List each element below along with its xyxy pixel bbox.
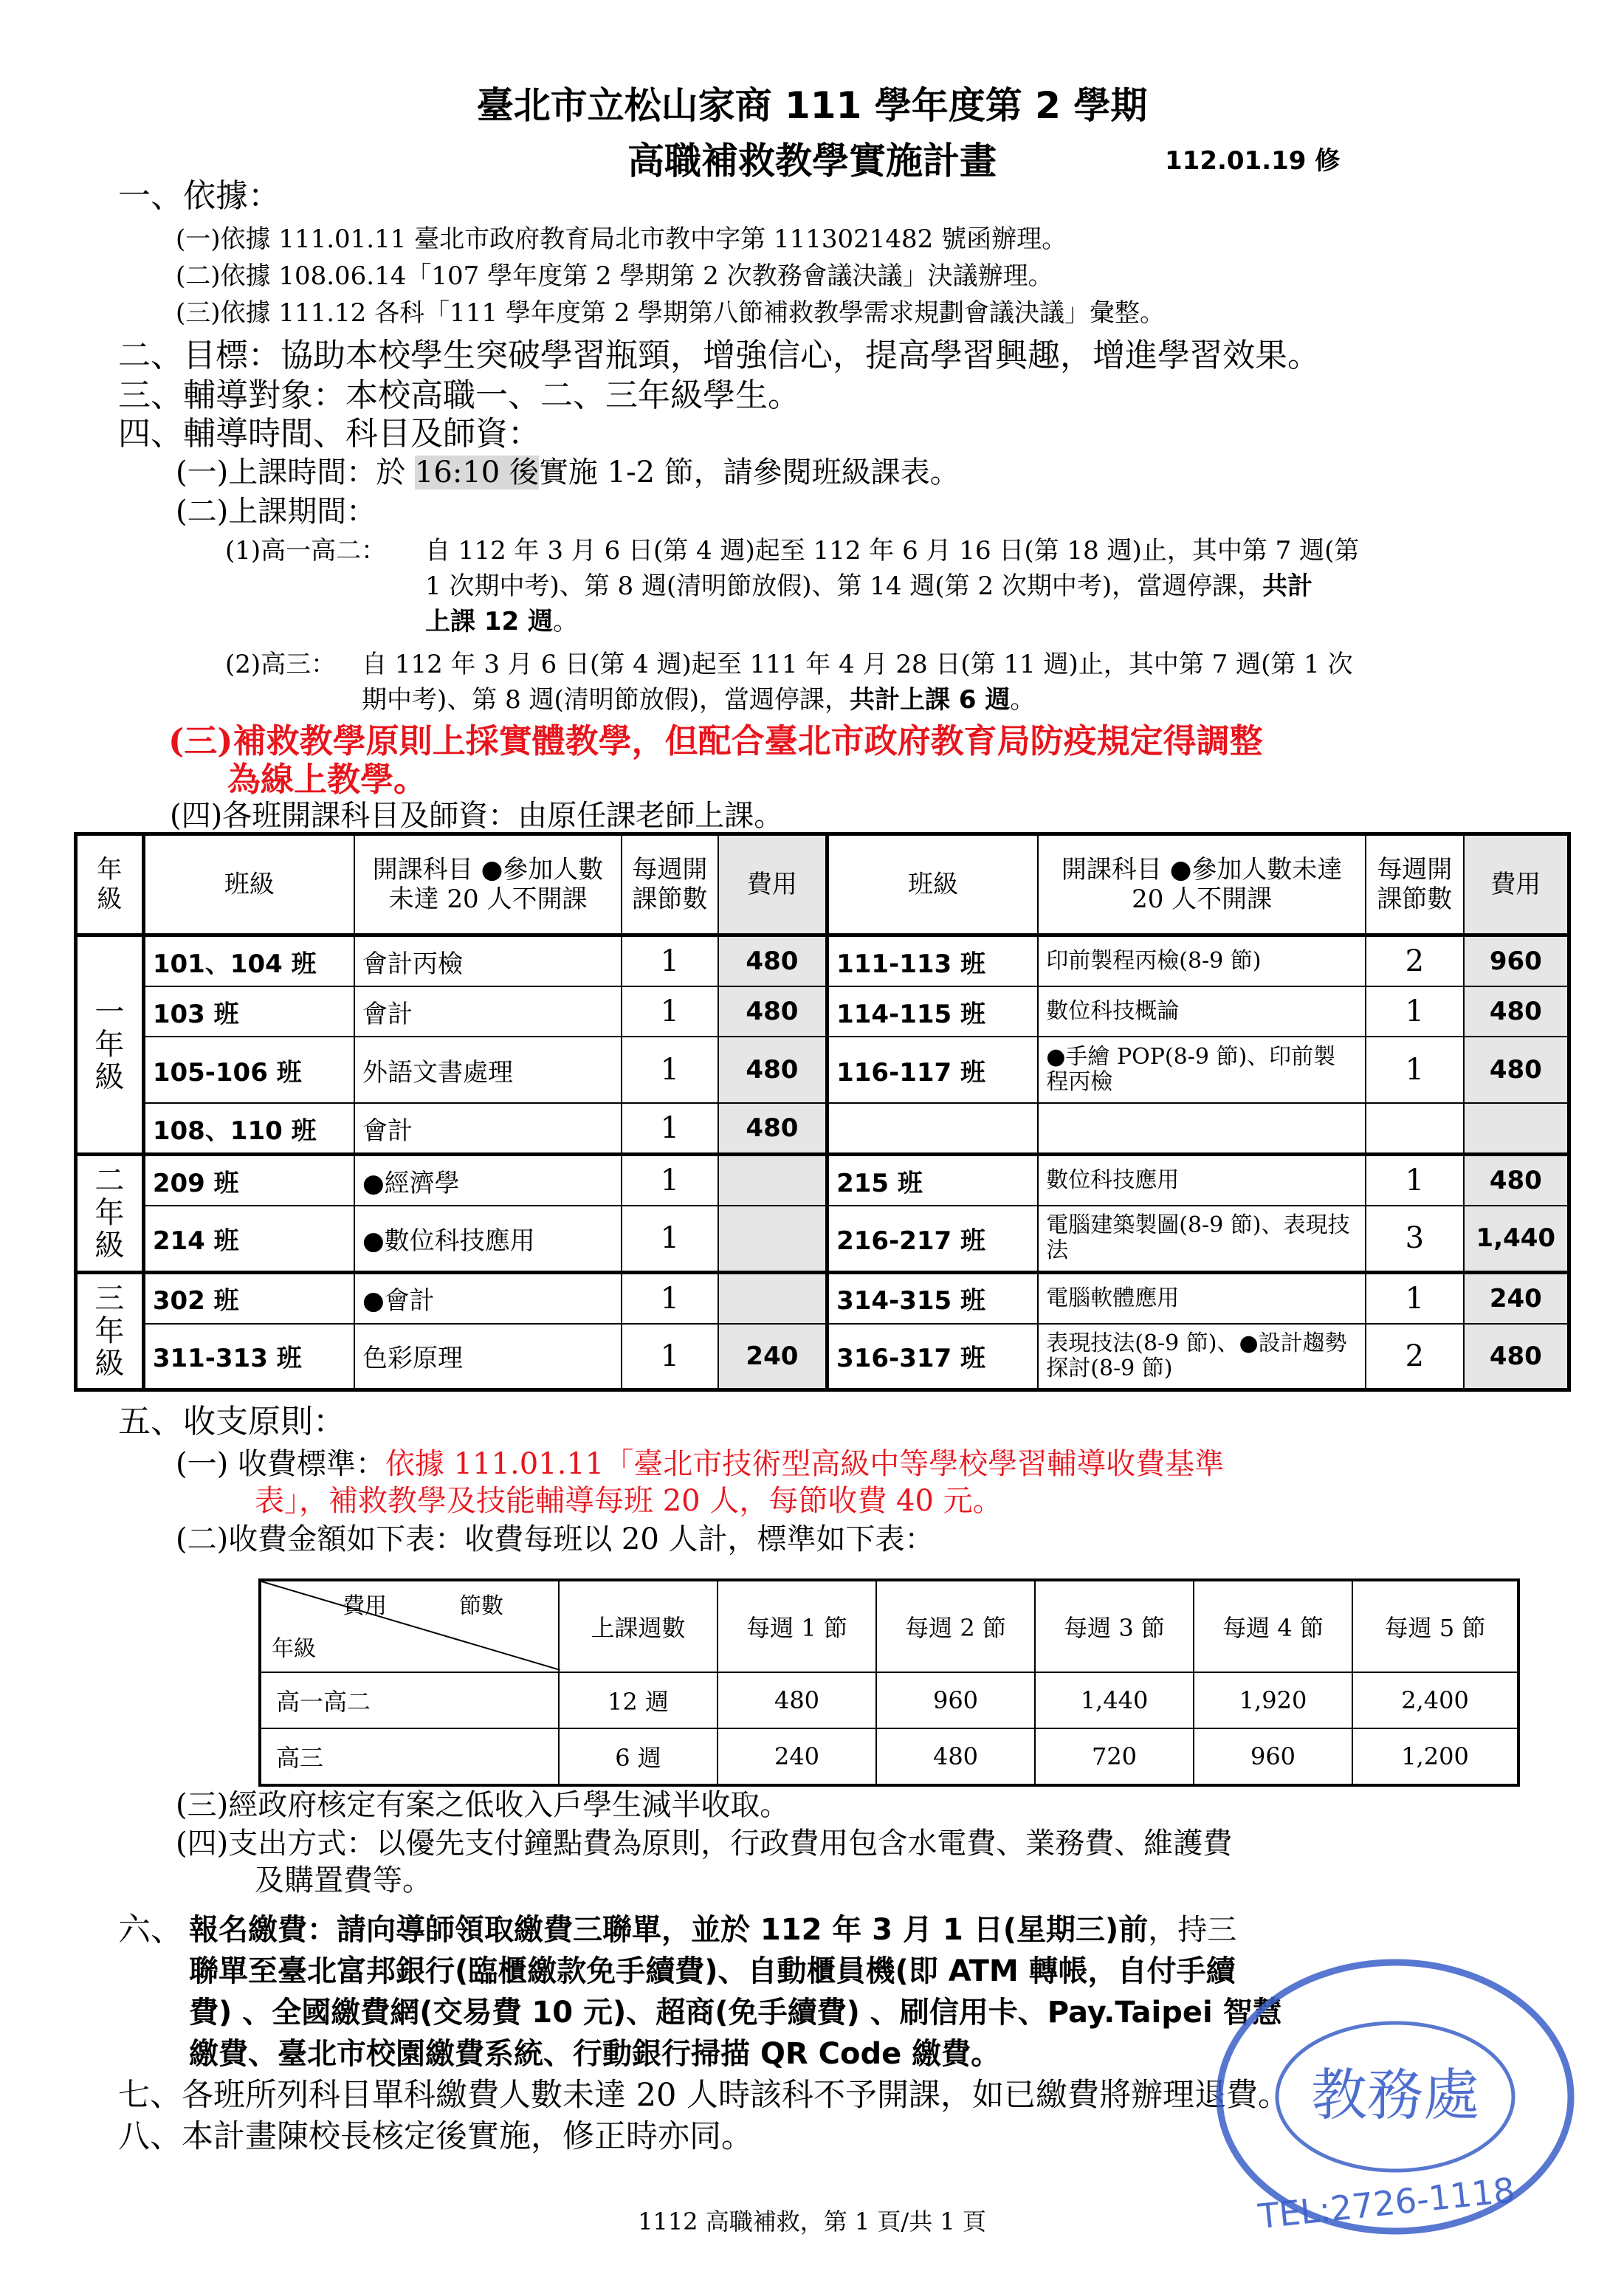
table-cell: 外語文書處理 — [354, 1037, 622, 1103]
table-cell: 表現技法(8-9 節)、●設計趨勢探討(8-9 節) — [1038, 1324, 1366, 1390]
fee-standard-line1: (一) 收費標準：依據 111.01.11「臺北市技術型高級中等學校學習輔導收費基準 — [176, 1447, 1225, 1481]
fee-table — [258, 1578, 1520, 1787]
section-2-goal: 二、目標：協助本校學生突破學習瓶頸，增強信心，提高學習興趣，增進學習效果。 — [118, 337, 1320, 374]
stamp-title: 教務處 — [1311, 2062, 1479, 2128]
table-cell — [718, 1155, 828, 1206]
table-cell: ●手繪 POP(8-9 節)、印前製程丙檢 — [1038, 1037, 1366, 1103]
header-fee: 費用 — [718, 834, 828, 935]
online-teaching-notice-2: 為線上教學。 — [227, 760, 427, 799]
class-time: (一)上課時間：於 16:10 後實施 1-2 節，請參閱班級課表。 — [176, 456, 960, 489]
table-cell — [1366, 1103, 1464, 1155]
period-2-label: (2)高三： — [225, 650, 337, 679]
table-cell: 960 — [1464, 935, 1569, 987]
section-5-heading: 五、收支原則： — [118, 1403, 345, 1440]
stamp-graphic — [1203, 1957, 1587, 2252]
table-cell: 會計丙檢 — [354, 935, 622, 987]
fee-row-label: 高一高二 — [260, 1672, 559, 1728]
fee-cell: 6 週 — [559, 1728, 718, 1785]
basis-item-1: (一)依據 111.01.11 臺北市政府教育局北市教中字第 1113021482 號函辦理。 — [176, 224, 1067, 254]
period-1-line3: 上課 12 週。 — [425, 607, 578, 636]
table-cell: 480 — [718, 986, 828, 1037]
table-cell: 480 — [1464, 1037, 1569, 1103]
table-cell: 1 — [1366, 1155, 1464, 1206]
table-cell: 1 — [622, 1037, 718, 1103]
period-1-line1: 自 112 年 3 月 6 日(第 4 週)起至 112 年 6 月 16 日(第 18 週)止，其中第 7 週(第 — [425, 536, 1360, 566]
table-cell: 105-106 班 — [143, 1037, 354, 1103]
table-cell: 480 — [1464, 986, 1569, 1037]
table-cell: 101、104 班 — [143, 935, 354, 987]
corner-fee-label: 費用 — [343, 1593, 387, 1619]
registration-line3: 費) 、全國繳費網(交易費 10 元)、超商(免手續費) 、刷信用卡、Pay.Taipei 智慧 — [189, 1996, 1282, 2030]
table-cell: 1 — [622, 1206, 718, 1272]
grade-2: 二年級 — [76, 1155, 144, 1273]
fee-cell: 1,920 — [1194, 1672, 1352, 1728]
table-cell: 數位科技應用 — [1038, 1155, 1366, 1206]
fee-header: 上課週數 — [559, 1580, 718, 1672]
table-cell — [718, 1206, 828, 1272]
header-class-2: 班級 — [828, 834, 1039, 935]
table-cell: 1 — [622, 1272, 718, 1324]
page-title: 臺北市立松山家商 111 學年度第 2 學期 — [476, 84, 1148, 127]
section-8-approval: 八、本計畫陳校長核定後實施，修正時亦同。 — [118, 2118, 753, 2155]
table-cell: 會計 — [354, 986, 622, 1037]
section-3-target: 三、輔導對象：本校高職一、二、三年級學生。 — [118, 377, 800, 414]
page-subtitle: 高職補救教學實施計畫 — [627, 140, 997, 182]
fee-header: 每週 5 節 — [1352, 1580, 1518, 1672]
basis-item-3: (三)依據 111.12 各科「111 學年度第 2 學期第八節補救教學需求規劃會議決議」彙整。 — [176, 298, 1166, 328]
fee-cell: 240 — [718, 1728, 876, 1785]
fee-row-label: 高三 — [260, 1728, 559, 1785]
table-cell: 色彩原理 — [354, 1324, 622, 1390]
course-table — [74, 832, 1571, 1392]
corner-grade-label: 年級 — [272, 1636, 316, 1662]
fee-cell: 720 — [1035, 1728, 1194, 1785]
table-cell: 480 — [718, 1037, 828, 1103]
table-cell: 216-217 班 — [828, 1206, 1039, 1272]
table-cell: 103 班 — [143, 986, 354, 1037]
table-cell: 1 — [622, 935, 718, 987]
table-cell: 2 — [1366, 1324, 1464, 1390]
academic-affairs-stamp — [1203, 1957, 1587, 2252]
fee-header: 每週 2 節 — [876, 1580, 1035, 1672]
table-cell: 印前製程丙檢(8-9 節) — [1038, 935, 1366, 987]
table-cell: 209 班 — [143, 1155, 354, 1206]
table-cell — [1464, 1103, 1569, 1155]
class-time-highlight: 16:10 後 — [414, 456, 539, 489]
table-cell — [828, 1103, 1039, 1155]
table-cell: ●會計 — [354, 1272, 622, 1324]
stamp-tel: TEL:2726-1118 — [1256, 2169, 1517, 2237]
grade-3: 三年級 — [76, 1272, 144, 1390]
table-cell: 215 班 — [828, 1155, 1039, 1206]
table-cell: ●數位科技應用 — [354, 1206, 622, 1272]
fee-cell: 1,440 — [1035, 1672, 1194, 1728]
period-2-line1: 自 112 年 3 月 6 日(第 4 週)起至 111 年 4 月 28 日(第 11 週)止，其中第 7 週(第 1 次 — [362, 650, 1353, 679]
table-cell: 2 — [1366, 935, 1464, 987]
table-cell: 電腦建築製圖(8-9 節)、表現技法 — [1038, 1206, 1366, 1272]
table-cell: 116-117 班 — [828, 1037, 1039, 1103]
fee-cell: 480 — [876, 1728, 1035, 1785]
table-cell: ●經濟學 — [354, 1155, 622, 1206]
fee-amount-heading: (二)收費金額如下表：收費每班以 20 人計，標準如下表： — [176, 1522, 935, 1556]
table-cell: 1 — [1366, 1272, 1464, 1324]
basis-item-2: (二)依據 108.06.14「107 學年度第 2 學期第 2 次教務會議決議」決議辦理。 — [176, 261, 1053, 291]
table-cell: 1 — [622, 1103, 718, 1155]
fee-header: 每週 1 節 — [718, 1580, 876, 1672]
section-7-refund: 七、各班所列科目單科繳費人數未達 20 人時該科不予開課，如已繳費將辦理退費。 — [118, 2077, 1290, 2114]
table-cell: 311-313 班 — [143, 1324, 354, 1390]
table-cell: 480 — [718, 935, 828, 987]
online-teaching-notice-1: (三)補救教學原則上採實體教學，但配合臺北市政府教育局防疫規定得調整 — [168, 721, 1263, 760]
table-cell — [1038, 1103, 1366, 1155]
table-cell: 302 班 — [143, 1272, 354, 1324]
table-cell: 480 — [718, 1103, 828, 1155]
class-period-heading: (二)上課期間： — [176, 495, 376, 529]
fee-cell: 1,200 — [1352, 1728, 1518, 1785]
expense-line2: 及購置費等。 — [255, 1863, 432, 1897]
period-1-line2: 1 次期中考)、第 8 週(清明節放假)、第 14 週(第 2 次期中考)，當週停課，共計 — [425, 571, 1313, 601]
table-cell: 480 — [1464, 1324, 1569, 1390]
table-cell: 數位科技概論 — [1038, 986, 1366, 1037]
section-4-heading: 四、輔導時間、科目及師資： — [118, 415, 540, 453]
header-hours-2: 每週開課節數 — [1366, 834, 1464, 935]
grade-1: 一年級 — [76, 935, 144, 1155]
corner-hours-label: 節數 — [459, 1593, 503, 1619]
period-1-label: (1)高一高二： — [225, 536, 387, 566]
fee-standard-line2: 表」，補救教學及技能輔導每班 20 人，每節收費 40 元。 — [255, 1484, 1002, 1518]
low-income-note: (三)經政府核定有案之低收入戶學生減半收取。 — [176, 1788, 790, 1822]
corner-cell — [260, 1580, 559, 1672]
table-cell: 3 — [1366, 1206, 1464, 1272]
period-2-line2: 期中考)、第 8 週(清明節放假)，當週停課，共計上課 6 週。 — [362, 685, 1036, 715]
fee-header: 每週 4 節 — [1194, 1580, 1352, 1672]
fee-cell: 960 — [1194, 1728, 1352, 1785]
fee-cell: 2,400 — [1352, 1672, 1518, 1728]
revision-date: 112.01.19 修 — [1165, 146, 1341, 176]
table-cell: 1 — [1366, 1037, 1464, 1103]
table-cell — [718, 1272, 828, 1324]
table-cell: 1 — [622, 986, 718, 1037]
fee-header: 每週 3 節 — [1035, 1580, 1194, 1672]
section-6-number: 六、 — [118, 1911, 183, 1948]
expense-line1: (四)支出方式：以優先支付鐘點費為原則，行政費用包含水電費、業務費、維護費 — [176, 1827, 1233, 1861]
fee-cell: 12 週 — [559, 1672, 718, 1728]
section-1-heading: 一、依據： — [118, 177, 281, 215]
table-cell: 電腦軟體應用 — [1038, 1272, 1366, 1324]
header-fee-2: 費用 — [1464, 834, 1569, 935]
table-cell: 214 班 — [143, 1206, 354, 1272]
header-hours: 每週開課節數 — [622, 834, 718, 935]
registration-line1: 報名繳費：請向導師領取繳費三聯單，並於 112 年 3 月 1 日(星期三)前，持三 — [189, 1913, 1237, 1947]
header-class: 班級 — [143, 834, 354, 935]
table-cell: 1 — [1366, 986, 1464, 1037]
teachers-note: (四)各班開課科目及師資：由原任課老師上課。 — [170, 799, 784, 833]
registration-line2: 聯單至臺北富邦銀行(臨櫃繳款免手續費)、自動櫃員機(即 ATM 轉帳，自付手續 — [189, 1954, 1236, 1988]
page-footer: 1112 高職補救，第 1 頁/共 1 頁 — [638, 2208, 986, 2236]
table-cell: 240 — [1464, 1272, 1569, 1324]
header-grade: 年級 — [76, 834, 144, 935]
table-cell: 114-115 班 — [828, 986, 1039, 1037]
header-subject-2: 開課科目 ●參加人數未達 20 人不開課 — [1038, 834, 1366, 935]
fee-cell: 960 — [876, 1672, 1035, 1728]
table-cell: 會計 — [354, 1103, 622, 1155]
table-cell: 1 — [622, 1155, 718, 1206]
registration-line4: 繳費、臺北市校園繳費系統、行動銀行掃描 QR Code 繳費。 — [189, 2037, 1001, 2071]
header-subject: 開課科目 ●參加人數未達 20 人不開課 — [354, 834, 622, 935]
table-cell: 316-317 班 — [828, 1324, 1039, 1390]
table-cell: 108、110 班 — [143, 1103, 354, 1155]
table-cell: 1 — [622, 1324, 718, 1390]
table-cell: 480 — [1464, 1155, 1569, 1206]
table-cell: 314-315 班 — [828, 1272, 1039, 1324]
table-cell: 1,440 — [1464, 1206, 1569, 1272]
fee-cell: 480 — [718, 1672, 876, 1728]
table-cell: 240 — [718, 1324, 828, 1390]
table-cell: 111-113 班 — [828, 935, 1039, 987]
